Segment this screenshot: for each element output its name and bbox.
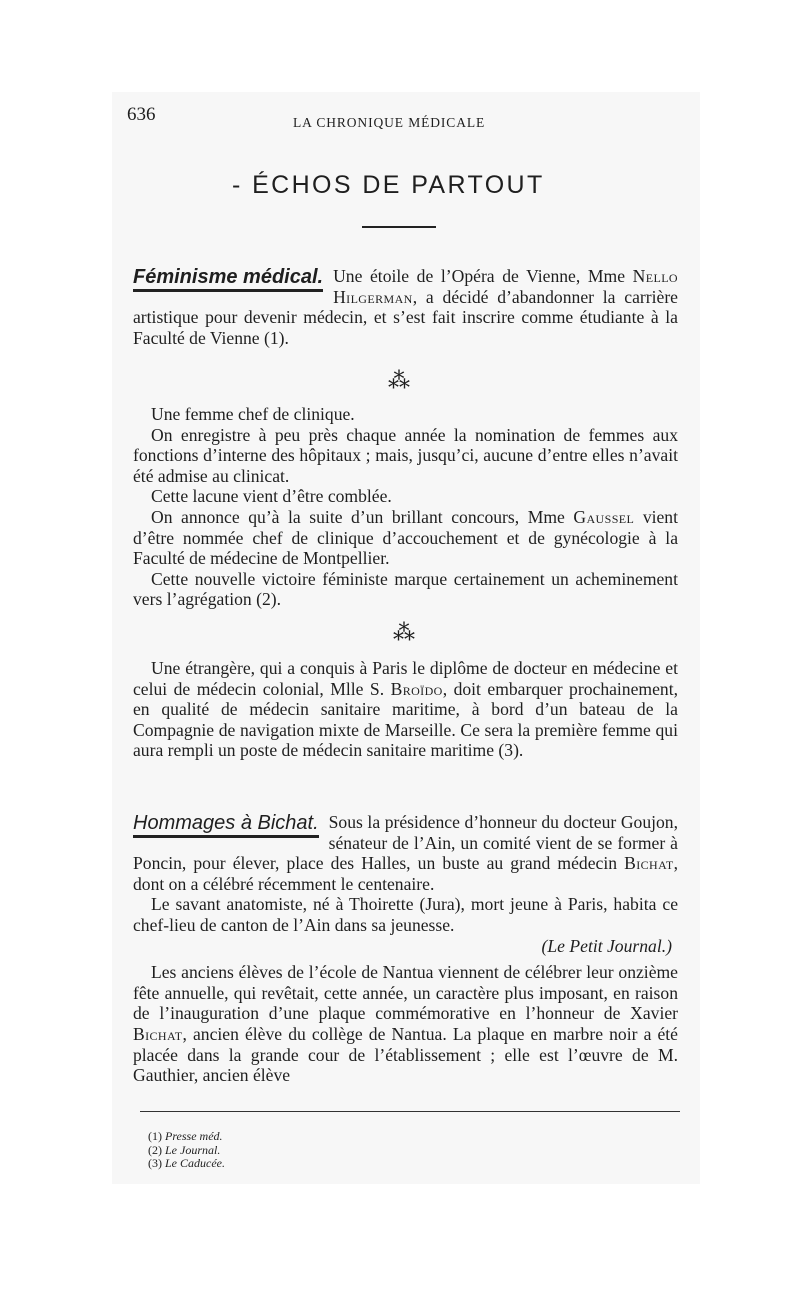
clinique-p3: Cette lacune vient d’être comblée. [151,486,392,507]
asterism-separator: ⁂ [388,368,410,393]
etrangere-p1: Une étrangère, qui a conquis à Paris le diplôme de docteur en médecine et celui de médecin colonial, Mlle S. Broïdo, doit embarquer prochainement, en qualité de médecin sanitaire maritime, à bord d’un bateau de la Compagnie de navigation mixte de Marseille. Ce sera la première femme qui aura rempli un poste de médecin sanitaire maritime (3). [133,658,678,761]
bichat-name-2: Bichat [133,1023,183,1044]
rubric-feminisme: Féminisme médical. [133,266,323,292]
clinique-p5: Cette nouvelle victoire féministe marque certainement un acheminement vers l’agrégation (2). [133,568,678,610]
footnote: (2) Le Journal. [148,1142,221,1157]
footnote: (1) Presse méd. [148,1129,223,1143]
bichat-p3: Les anciens élèves de l’école de Nantua viennent de célébrer leur onzième fête annuelle, qui revêtait, cette année, un caractère plus imposant, en raison de l’inauguration d’une plaque commémorative en l’honneur de Xavier Bichat, ancien élève du collège de Nantua. La plaque en marbre noir a été placée dans la grande cour de l’établissement ; elle est l’œuvre de M. Gauthier, ancien élève [133,962,678,1086]
section-title: - ÉCHOS DE PARTOUT [232,171,545,199]
clinique-p2: On enregistre à peu près chaque année la nomination de femmes aux fonctions d’interne des hôpitaux ; mais, jusqu’ci, aucune d’entre elles n’avait été admise au clinicat. [133,424,678,486]
feminisme-text-b: , a décidé d’abandonner la carrière artistique pour devenir médecin, et s’est fait inscrire comme étudiante à la Faculté de Vienne (1). [133,286,678,348]
clinique-p4: On annonce qu’à la suite d’un brillant concours, Mme Gaussel vient d’être nommée chef de clinique d’accouchement et de gynécologie à la Faculté de médecine de Montpellier. [133,506,678,569]
etrangere-name: Broïdo [390,678,443,699]
clinique-article [133,404,678,610]
bichat-name: Bichat [624,853,674,874]
title-rule [362,226,436,228]
clinique-name: Gaussel [573,506,635,527]
footnote-rule [140,1111,680,1112]
page-number: 636 [127,104,156,125]
footnote: (3) Le Caducée. [148,1156,225,1170]
footnotes [148,1130,225,1171]
rubric-bichat: Hommages à Bichat. [133,812,319,838]
feminisme-name: Nello Hilgerman [333,266,678,307]
etrangere-article [133,658,678,761]
bichat-article [133,812,678,1086]
feminisme-text-a: Une étoile de l’Opéra de Vienne, [333,266,581,286]
asterism-separator: ⁂ [393,620,415,645]
bichat-source: (Le Petit Journal.) [541,935,672,956]
clinique-p1: Une femme chef de clinique. [151,404,355,424]
running-head: LA CHRONIQUE MÉDICALE [293,115,486,130]
bichat-p2: Le savant anatomiste, né à Thoirette (Jura), mort jeune à Paris, habita ce chef-lieu de canton de l’Ain dans sa jeunesse. [133,894,678,935]
feminisme-mme: Mme [587,266,626,286]
bichat-p1: Hommages à Bichat. Sous la présidence d’honneur du docteur Goujon, sénateur de l’Ain, un comité vient de se former à Poncin, pour élever, place des Halles, un buste au grand médecin Bichat, dont on a célébré récemment le centenaire. [133,812,678,894]
feminisme-article [133,266,678,348]
